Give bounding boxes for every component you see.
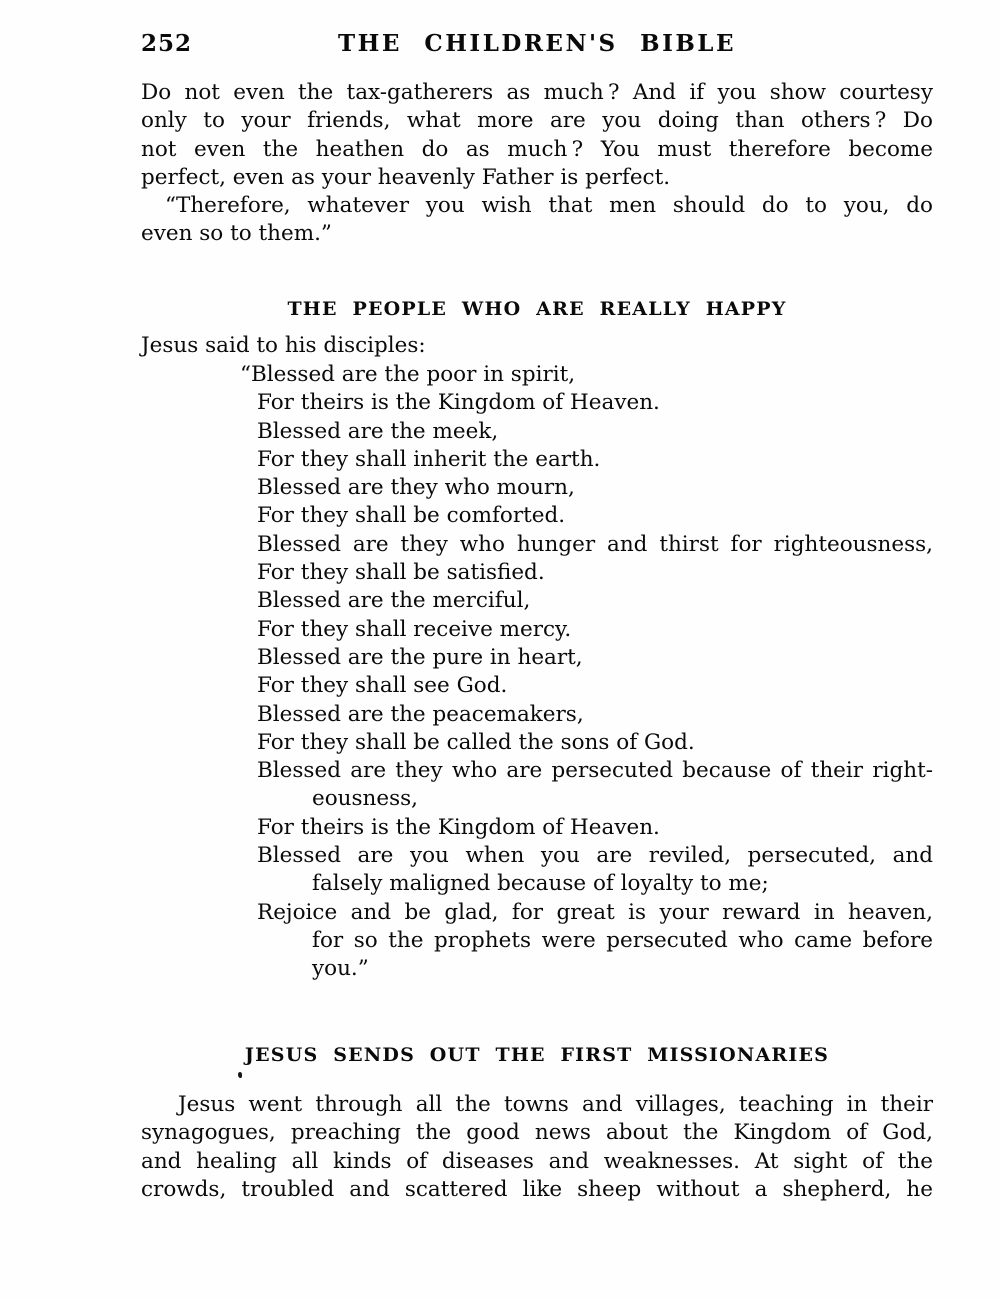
paragraph-line: not even the heathen do as much ? You must therefore become	[141, 136, 933, 162]
paragraph-line: Jesus went through all the towns and villages, teaching in their	[178, 1092, 933, 1117]
verse-line: you.”	[312, 956, 369, 982]
verse-intro	[141, 332, 933, 360]
verse-line: For they shall be called the sons of God.	[257, 729, 695, 755]
verse-line: Blessed are the merciful,	[257, 588, 531, 614]
verse-line: Blessed are the peacemakers,	[257, 701, 584, 727]
paragraph-line: Do not even the tax-gatherers as much ? And if you show courtesy	[141, 80, 933, 105]
paragraph-missionaries	[141, 1091, 933, 1204]
verse-line: For they shall receive mercy.	[257, 616, 572, 642]
verse-line: Blessed are the meek,	[257, 418, 499, 444]
paragraph-line: and healing all kinds of diseases and weaknesses. At sight of the	[141, 1148, 933, 1174]
verse-line: “Blessed are the poor in spirit,	[240, 362, 576, 387]
paragraph-line: only to your friends, what more are you doing than others ? Do	[141, 108, 933, 134]
paragraph-golden-rule	[141, 192, 933, 249]
verse-line: for so the prophets were persecuted who came before	[312, 927, 933, 953]
verse-line: Blessed are the pure in heart,	[257, 644, 583, 670]
verse-line: falsely maligned because of loyalty to me;	[312, 871, 769, 897]
page-number: 252	[141, 30, 193, 57]
verse-line: Blessed are you when you are reviled, persecuted, and	[257, 843, 933, 869]
page-header	[141, 30, 933, 58]
section-heading-missionaries: JESUS SENDS OUT THE FIRST MISSIONARIES	[244, 1044, 830, 1066]
section-heading-happy: THE PEOPLE WHO ARE REALLY HAPPY	[287, 298, 787, 320]
paragraph-intro	[141, 79, 933, 192]
verse-line: For they shall be satisfied.	[257, 560, 545, 586]
verse-line: For theirs is the Kingdom of Heaven.	[257, 390, 660, 416]
verse-line: Blessed are they who are persecuted because of their right-	[257, 758, 933, 784]
verse-line: For they shall inherit the earth.	[257, 446, 601, 472]
verse-line: eousness,	[312, 786, 419, 812]
verse-intro-line: Jesus said to his disciples:	[141, 333, 426, 358]
paragraph-line: perfect, even as your heavenly Father is perfect.	[141, 164, 671, 190]
verse-line: For they shall be comforted.	[257, 503, 566, 529]
verse-line: Blessed are they who mourn,	[257, 475, 575, 501]
ink-speck	[238, 1072, 242, 1078]
verse-line: For theirs is the Kingdom of Heaven.	[257, 814, 660, 840]
verse-line: Blessed are they who hunger and thirst for righteousness,	[257, 531, 933, 557]
beatitudes-verse	[141, 361, 933, 984]
paragraph-line: crowds, troubled and scattered like sheep without a shepherd, he	[141, 1176, 933, 1202]
paragraph-line: even so to them.”	[141, 221, 332, 247]
verse-line: Rejoice and be glad, for great is your reward in heaven,	[257, 899, 933, 925]
paragraph-line: synagogues, preaching the good news about the Kingdom of God,	[141, 1120, 933, 1146]
paragraph-line: “Therefore, whatever you wish that men should do to you, do	[165, 193, 933, 218]
verse-line: For they shall see God.	[257, 673, 508, 699]
running-title: THE CHILDREN'S BIBLE	[338, 30, 736, 57]
